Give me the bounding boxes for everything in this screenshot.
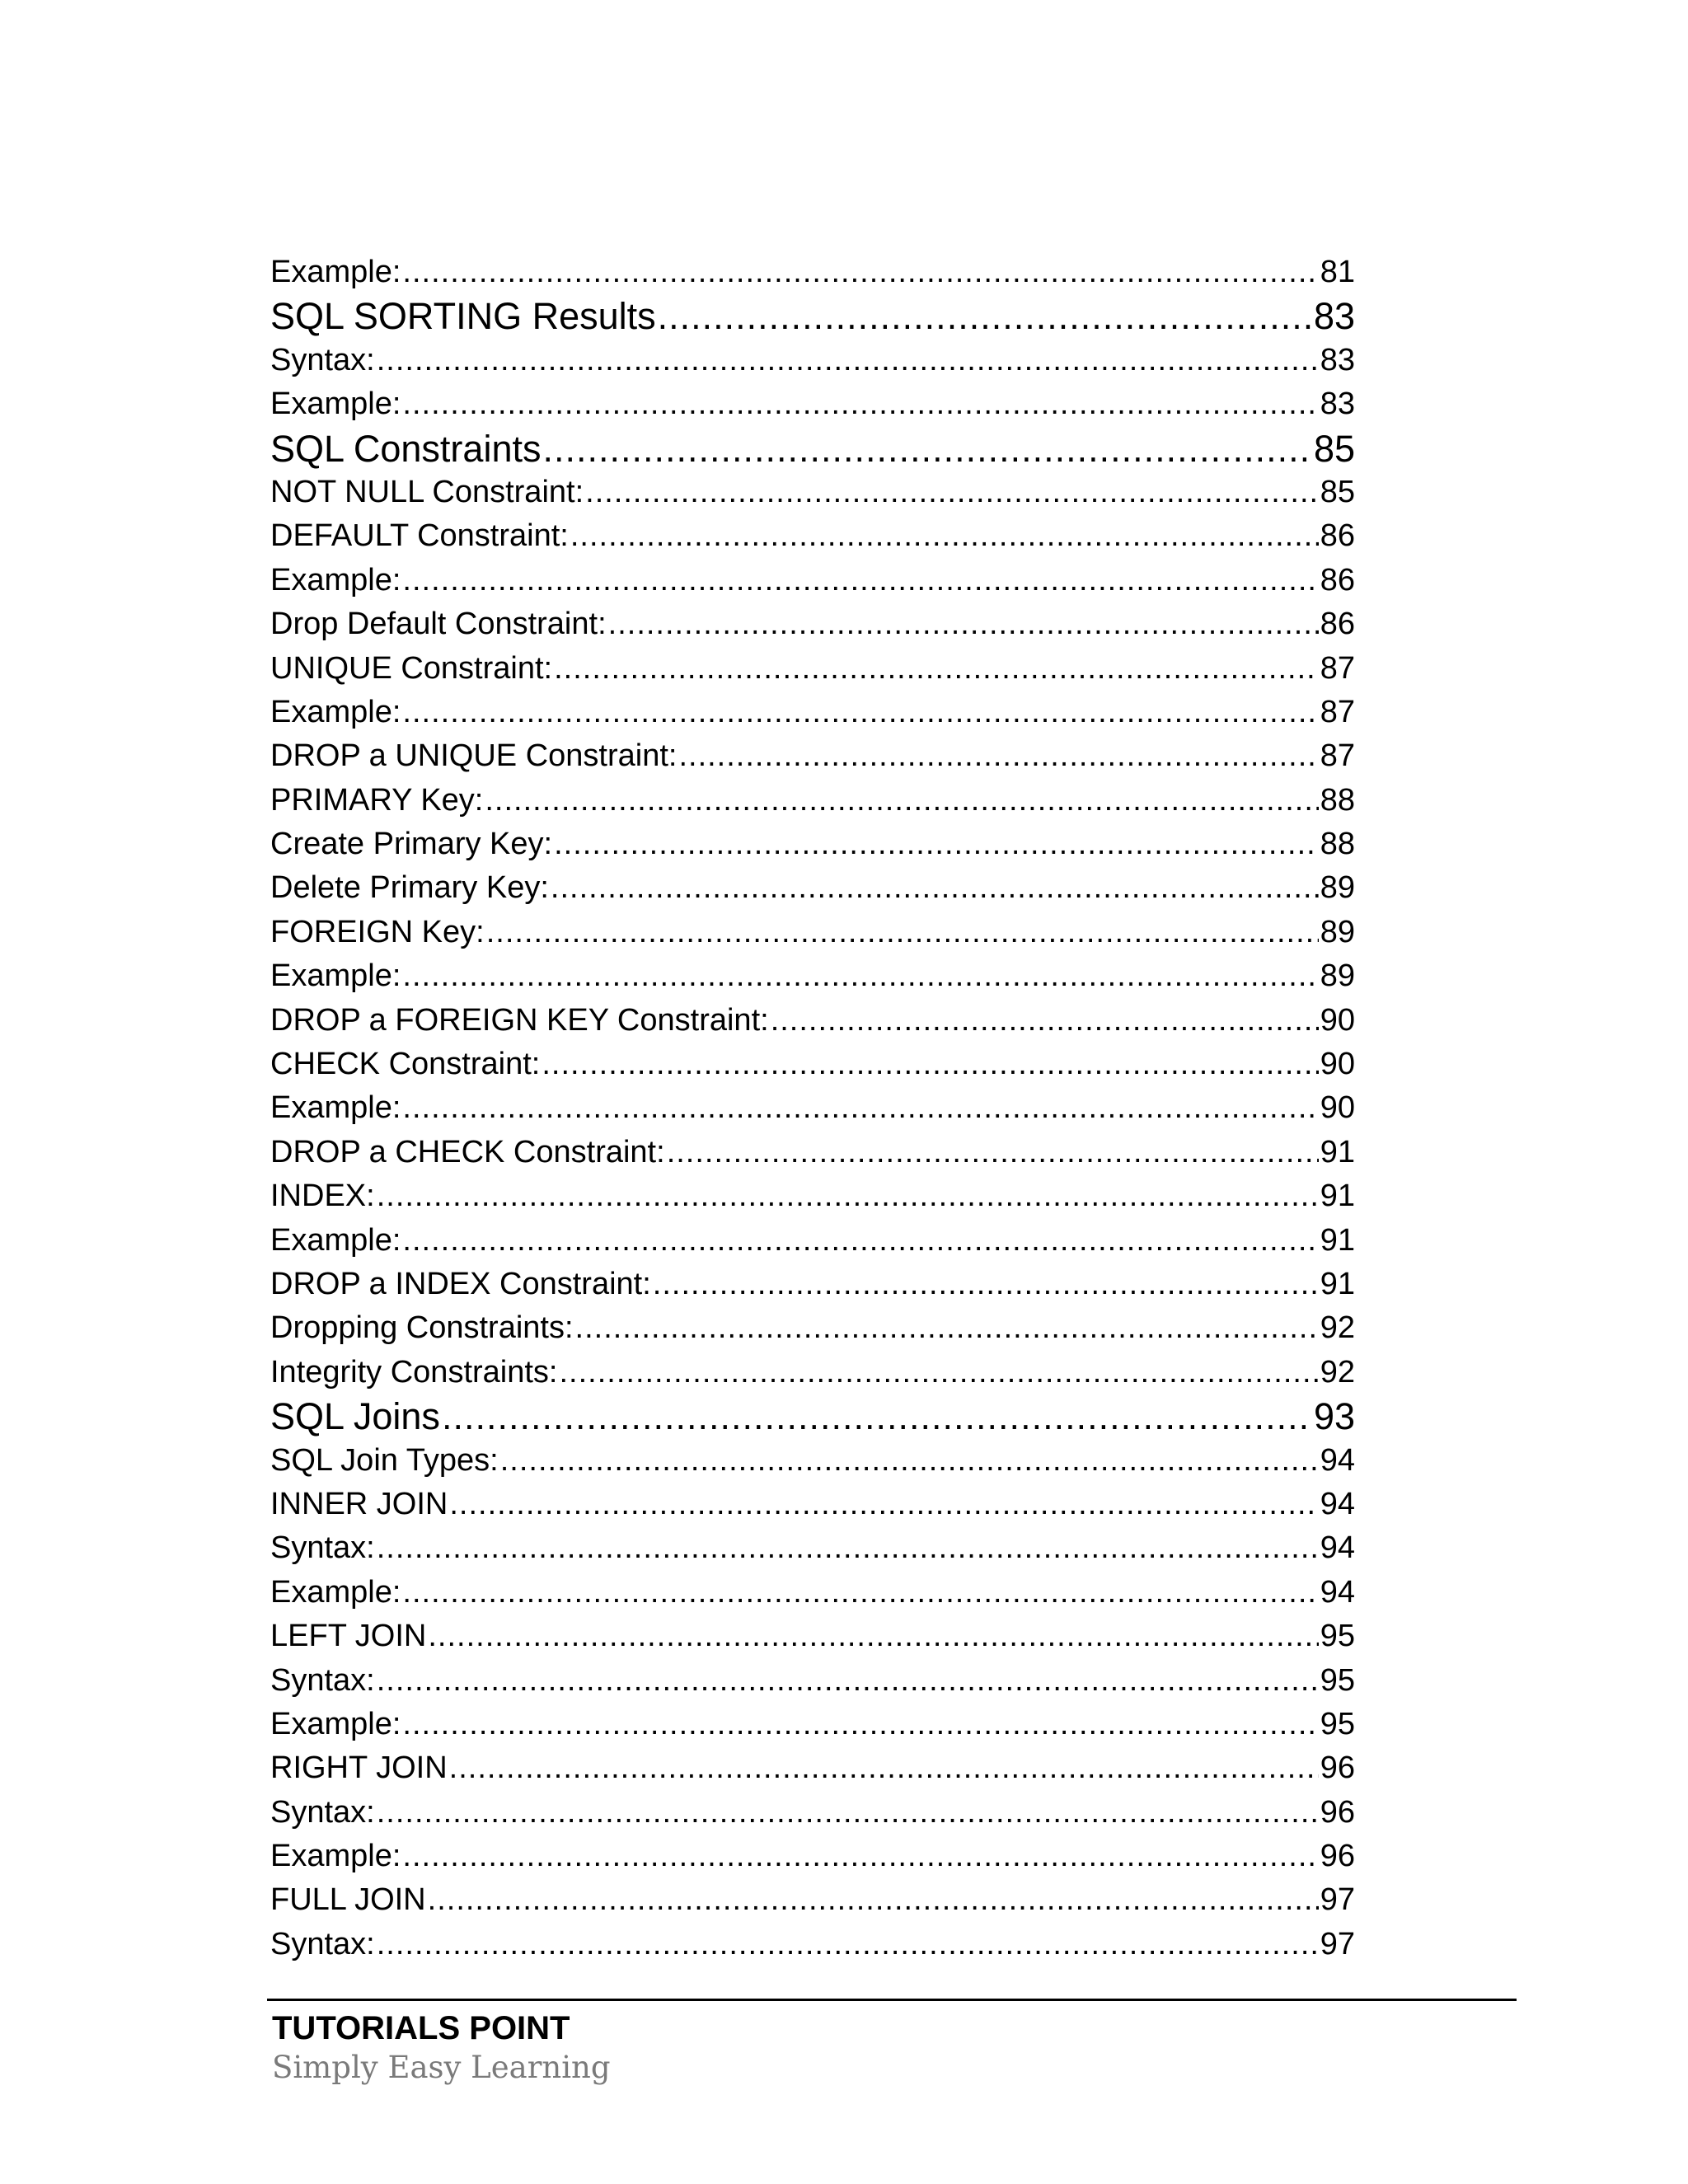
toc-entry-title: FOREIGN Key: (270, 914, 485, 949)
toc-entry-title: Example: (270, 694, 401, 729)
toc-entry-title: Integrity Constraints: (270, 1354, 558, 1390)
toc-page-number: 95 (1320, 1662, 1355, 1698)
toc-page-number: 88 (1320, 782, 1355, 818)
toc-entry-title: Dropping Constraints: (270, 1310, 574, 1346)
toc-page-number: 87 (1320, 694, 1355, 729)
toc-entry[interactable] (270, 1351, 1355, 1394)
toc-entry-title: UNIQUE Constraint: (270, 650, 553, 686)
toc-entry-title: PRIMARY Key: (270, 782, 484, 818)
toc-entry-title: Syntax: (270, 1794, 375, 1830)
toc-entry[interactable] (270, 1835, 1355, 1878)
toc-page-number: 87 (1320, 738, 1355, 774)
toc-entry-title: Drop Default Constraint: (270, 607, 607, 642)
toc-page-number: 81 (1320, 255, 1355, 289)
toc-dot-leader (402, 1571, 1318, 1615)
toc-dot-leader (428, 1615, 1318, 1658)
toc-entry[interactable] (270, 1439, 1355, 1483)
toc-page-number: 83 (1313, 295, 1355, 338)
toc-dot-leader (554, 647, 1319, 691)
toc-entry[interactable] (270, 1571, 1355, 1615)
toc-page-number: 96 (1320, 1839, 1355, 1874)
toc-page-number: 91 (1320, 1179, 1355, 1214)
toc-entry-title: LEFT JOIN (270, 1619, 427, 1654)
toc-dot-leader (402, 1086, 1318, 1130)
toc-entry[interactable] (270, 1703, 1355, 1746)
toc-entry-title: INNER JOIN (270, 1486, 448, 1521)
toc-dot-leader (377, 1174, 1319, 1218)
toc-entry[interactable] (270, 1878, 1355, 1922)
toc-entry[interactable] (270, 999, 1355, 1043)
table-of-contents (270, 251, 1355, 1966)
toc-entry-title: DROP a UNIQUE Constraint: (270, 738, 678, 774)
toc-entry[interactable] (270, 559, 1355, 602)
toc-dot-leader (428, 1878, 1319, 1922)
toc-dot-leader (559, 1351, 1318, 1394)
toc-dot-leader (653, 1263, 1319, 1306)
toc-dot-leader (449, 1746, 1319, 1790)
toc-entry-title: DROP a INDEX Constraint: (270, 1266, 651, 1301)
toc-entry[interactable] (270, 1746, 1355, 1790)
toc-entry[interactable] (270, 734, 1355, 778)
toc-entry[interactable] (270, 514, 1355, 558)
toc-entry-title: Example: (270, 958, 401, 994)
toc-dot-leader (771, 999, 1319, 1043)
toc-page-number: 94 (1320, 1574, 1355, 1610)
toc-dot-leader (575, 1306, 1319, 1350)
toc-dot-leader (608, 602, 1319, 646)
toc-dot-leader (402, 1835, 1318, 1878)
toc-page-number: 91 (1320, 1134, 1355, 1169)
toc-entry-title: Example: (270, 1222, 401, 1258)
toc-dot-leader (500, 1439, 1319, 1483)
toc-dot-leader (554, 823, 1319, 866)
toc-entry-title: SQL SORTING Results (270, 295, 656, 338)
toc-entry-title: FULL JOIN (270, 1882, 426, 1918)
footer-tagline: Simply Easy Learning (272, 2050, 611, 2085)
toc-entry-title: Example: (270, 387, 401, 422)
toc-page-number: 86 (1320, 518, 1355, 554)
toc-entry[interactable] (270, 1791, 1355, 1835)
toc-dot-leader (377, 1526, 1319, 1570)
toc-page-number: 86 (1320, 562, 1355, 598)
toc-entry-title: Example: (270, 255, 401, 289)
toc-entry-title: INDEX: (270, 1179, 375, 1214)
toc-entry-title: Example: (270, 1574, 401, 1610)
toc-dot-leader (402, 251, 1318, 294)
toc-page-number: 89 (1320, 870, 1355, 906)
toc-entry-title: CHECK Constraint: (270, 1047, 541, 1082)
toc-page-number: 91 (1320, 1222, 1355, 1258)
toc-page-number: 91 (1320, 1266, 1355, 1301)
toc-page-number: 83 (1320, 387, 1355, 422)
toc-page-number: 92 (1320, 1310, 1355, 1346)
toc-page-number: 89 (1320, 958, 1355, 994)
toc-entry[interactable] (270, 823, 1355, 866)
toc-entry-title: RIGHT JOIN (270, 1750, 448, 1786)
toc-entry-title: Example: (270, 1839, 401, 1874)
toc-entry[interactable] (270, 1659, 1355, 1703)
toc-entry[interactable] (270, 382, 1355, 426)
toc-entry-title: Syntax: (270, 342, 375, 377)
toc-entry[interactable] (270, 1923, 1355, 1966)
toc-entry[interactable] (270, 1526, 1355, 1570)
toc-entry-title: Example: (270, 1090, 401, 1126)
toc-dot-leader (486, 911, 1319, 954)
toc-page-number: 92 (1320, 1354, 1355, 1390)
toc-page-number: 94 (1320, 1486, 1355, 1521)
toc-dot-leader (667, 1131, 1319, 1174)
toc-dot-leader (377, 1923, 1319, 1966)
toc-entry-title: DROP a CHECK Constraint: (270, 1134, 665, 1169)
toc-entry-title: SQL Constraints (270, 427, 542, 470)
toc-dot-leader (551, 866, 1319, 910)
toc-dot-leader (658, 294, 1312, 338)
toc-page-number: 90 (1320, 1002, 1355, 1038)
toc-entry-title: DROP a FOREIGN KEY Constraint: (270, 1002, 769, 1038)
toc-page-number: 96 (1320, 1750, 1355, 1786)
toc-dot-leader (377, 339, 1319, 382)
toc-dot-leader (402, 1703, 1318, 1746)
toc-entry[interactable] (270, 1263, 1355, 1306)
toc-dot-leader (542, 427, 1311, 471)
toc-chapter-entry[interactable] (270, 1394, 1355, 1438)
toc-dot-leader (570, 514, 1319, 558)
toc-dot-leader (678, 734, 1318, 778)
footer-brand: TUTORIALS POINT (272, 2010, 570, 2046)
toc-entry[interactable] (270, 691, 1355, 734)
toc-entry[interactable] (270, 779, 1355, 823)
toc-entry[interactable] (270, 911, 1355, 954)
toc-entry[interactable] (270, 251, 1355, 294)
toc-page-number: 95 (1320, 1706, 1355, 1741)
toc-entry[interactable] (270, 1086, 1355, 1130)
toc-chapter-entry[interactable] (270, 294, 1355, 338)
toc-entry-title: Create Primary Key: (270, 827, 553, 862)
toc-entry-title: SQL Join Types: (270, 1442, 499, 1478)
toc-entry[interactable] (270, 602, 1355, 646)
toc-entry[interactable] (270, 954, 1355, 998)
toc-page-number: 93 (1313, 1395, 1355, 1438)
toc-entry[interactable] (270, 1483, 1355, 1526)
toc-entry-title: Syntax: (270, 1926, 375, 1961)
toc-page-number: 94 (1320, 1530, 1355, 1566)
toc-dot-leader (377, 1791, 1319, 1835)
toc-dot-leader (402, 382, 1318, 426)
toc-dot-leader (402, 1219, 1318, 1263)
toc-page-number: 83 (1320, 342, 1355, 377)
toc-entry-title: Delete Primary Key: (270, 870, 549, 906)
toc-chapter-entry[interactable] (270, 427, 1355, 471)
toc-page-number: 90 (1320, 1090, 1355, 1126)
toc-dot-leader (542, 1043, 1318, 1086)
toc-page-number: 87 (1320, 650, 1355, 686)
toc-page-number: 97 (1320, 1882, 1355, 1918)
toc-page-number: 88 (1320, 827, 1355, 862)
toc-page-number: 97 (1320, 1926, 1355, 1961)
toc-entry[interactable] (270, 1306, 1355, 1350)
toc-page-number: 96 (1320, 1794, 1355, 1830)
toc-entry[interactable] (270, 1219, 1355, 1263)
toc-dot-leader (449, 1483, 1318, 1526)
toc-dot-leader (402, 691, 1318, 734)
toc-entry[interactable] (270, 339, 1355, 382)
toc-dot-leader (377, 1659, 1319, 1703)
toc-dot-leader (585, 471, 1319, 514)
toc-page-number: 89 (1320, 914, 1355, 949)
toc-dot-leader (485, 779, 1318, 823)
toc-page-number: 95 (1320, 1619, 1355, 1654)
toc-entry-title: Example: (270, 562, 401, 598)
toc-page-number: 85 (1320, 474, 1355, 509)
toc-entry-title: SQL Joins (270, 1395, 440, 1438)
toc-entry[interactable] (270, 1615, 1355, 1658)
toc-page-number: 94 (1320, 1442, 1355, 1478)
toc-dot-leader (402, 954, 1318, 998)
toc-entry-title: Example: (270, 1706, 401, 1741)
toc-page-number: 86 (1320, 607, 1355, 642)
toc-dot-leader (442, 1394, 1312, 1438)
toc-entry[interactable] (270, 1043, 1355, 1086)
toc-entry[interactable] (270, 471, 1355, 514)
toc-entry[interactable] (270, 866, 1355, 910)
toc-entry-title: Syntax: (270, 1530, 375, 1566)
toc-entry[interactable] (270, 1131, 1355, 1174)
toc-entry[interactable] (270, 647, 1355, 691)
toc-dot-leader (402, 559, 1318, 602)
toc-entry[interactable] (270, 1174, 1355, 1218)
toc-entry-title: NOT NULL Constraint: (270, 474, 584, 509)
footer-divider (267, 1999, 1517, 2001)
toc-page-number: 90 (1320, 1047, 1355, 1082)
toc-entry-title: Syntax: (270, 1662, 375, 1698)
toc-entry-title: DEFAULT Constraint: (270, 518, 569, 554)
toc-page-number: 85 (1313, 427, 1355, 470)
